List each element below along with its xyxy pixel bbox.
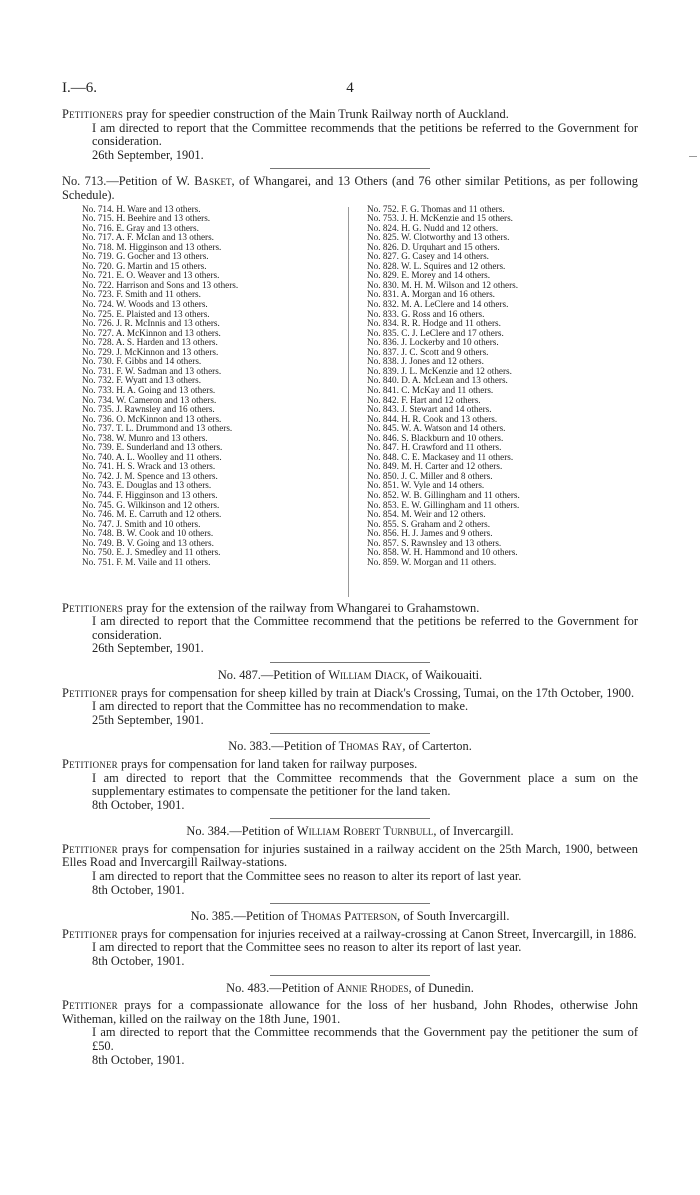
petition-heading: No. 383.—Petition of Thomas Ray, of Carterton. (228, 739, 472, 754)
schedule-entry-number: No. 832. (367, 299, 399, 310)
petition-report: I am directed to report that the Committee has no recommendation to make. (92, 699, 469, 714)
petition-report: I am directed to report that the Committee sees no reason to alter its report of last year. (92, 869, 522, 884)
petition-prayer: Petitioner prays for a compassionate allowance for the loss of her husband, John Rhodes, otherwise John Witheman, killed on the railway on the 18th June, 1901. (62, 998, 638, 1026)
schedule-entry-text: S. Blackburn and 10 others. (401, 432, 504, 443)
divider (270, 733, 430, 734)
schedule-entry-text: B. W. Cook and 10 others. (116, 528, 214, 539)
document-body (62, 108, 638, 1067)
schedule-entry-number: No. 836. (367, 337, 399, 348)
block2-date: 26th September, 1901. (92, 641, 204, 656)
schedule-entry-text: M. H. Carter and 12 others. (401, 461, 503, 472)
schedule-entry-number: No. 717. (82, 232, 114, 243)
page-header (62, 80, 638, 98)
petition-heading: No. 487.—Petition of William Diack, of Waikouaiti. (217, 667, 483, 682)
schedule-entry-number: No. 731. (82, 365, 114, 376)
schedule-entry-number: No. 830. (367, 279, 399, 290)
schedule-entry-text: M. Weir and 12 others. (401, 509, 486, 520)
schedule-entry-number: No. 827. (367, 251, 399, 262)
petitioner-name: Thomas Patterson (301, 909, 398, 924)
schedule-entry-text: J. L. McKenzie and 12 others. (401, 365, 512, 376)
schedule-entry-text: G. Gocher and 13 others. (116, 251, 209, 262)
block1-report: I am directed to report that the Committee recommends that the petitions be referred to the Government for consideration. (92, 120, 638, 149)
divider (270, 662, 430, 663)
schedule-entry-text: J. H. McKenzie and 15 others. (401, 213, 513, 224)
schedule-entry-number: No. 834. (367, 318, 399, 329)
schedule-entry-text: S. Rawnsley and 13 others. (401, 537, 502, 548)
schedule-entry-text: W. A. Watson and 14 others. (401, 423, 506, 434)
schedule-entry-text: W. B. Gillingham and 11 others. (401, 489, 520, 500)
petition-prayer: Petitioner prays for compensation for sheep killed by train at Diack's Crossing, Tumai, on the 17th October, 1900. (62, 685, 635, 700)
schedule-entry-text: A. McKinnon and 13 others. (115, 327, 221, 338)
schedule-entry-number: No. 753. (367, 213, 399, 224)
block2-prayer: Petitioners pray for the extension of the railway from Whangarei to Grahamstown. (62, 600, 480, 615)
schedule-entry-text: J. M. Spence and 13 others. (116, 470, 218, 481)
schedule-entry-number: No. 726. (82, 318, 114, 329)
document-reference: I.—6. (62, 80, 97, 96)
schedule-entry-text: C. McKay and 11 others. (401, 384, 494, 395)
schedule-entry-text: E. O. Weaver and 13 others. (116, 270, 220, 281)
petitioner-name: Thomas Ray (338, 739, 403, 754)
schedule-entry-text: H. A. Going and 13 others. (116, 384, 216, 395)
schedule-entry-number: No. 748. (82, 528, 114, 539)
schedule-entry-number: No. 741. (82, 461, 114, 472)
schedule-entry-number: No. 854. (367, 509, 399, 520)
schedule-entry-text: E. Plaisted and 13 others. (116, 308, 210, 319)
schedule-entry-text: T. L. Drummond and 13 others. (116, 423, 233, 434)
schedule-entry-number: No. 847. (367, 442, 399, 453)
schedule-entry-text: J. Rawnsley and 16 others. (116, 404, 215, 415)
schedule-entry-number: No. 848. (367, 451, 399, 462)
schedule-entry-number: No. 851. (367, 480, 399, 491)
schedule-entry-text: J. McKinnon and 13 others. (116, 346, 219, 357)
schedule-entry-number: No. 749. (82, 537, 114, 548)
petition-713-heading: No. 713.—Petition of W. Basket, of Whangarei, and 13 Others (and 76 other similar Petitions, as per following Schedule). (62, 174, 638, 202)
schedule-entry-text: J. Smith and 10 others. (116, 518, 201, 529)
schedule-entry-text: W. Woods and 13 others. (116, 299, 208, 310)
divider (270, 168, 430, 169)
schedule-entry-text: A. S. Harden and 13 others. (115, 337, 218, 348)
schedule-entry-number: No. 725. (82, 308, 114, 319)
schedule-entry-number: No. 856. (367, 528, 399, 539)
schedule-entry-number: No. 716. (82, 222, 114, 233)
schedule-entry-number: No. 742. (82, 470, 114, 481)
petitioner-name: Annie Rhodes (336, 980, 409, 995)
block1-prayer: Petitioners pray for speedier construction of the Main Trunk Railway north of Auckland. (62, 107, 509, 121)
schedule-entry-text: H. Beehire and 13 others. (116, 213, 211, 224)
schedule-entry-number: No. 724. (82, 299, 114, 310)
schedule-entry (367, 558, 637, 568)
page-number: 4 (346, 80, 354, 96)
petitioner-name: William Robert Turnbull (296, 824, 434, 839)
schedule-entry-text: J. Stewart and 14 others. (401, 404, 492, 415)
schedule-entry-number: No. 841. (367, 384, 399, 395)
schedule-entry-text: J. Lockerby and 10 others. (401, 337, 499, 348)
divider (270, 818, 430, 819)
schedule-entry-number: No. 853. (367, 499, 399, 510)
schedule-entry-text: W. Cameron and 13 others. (116, 394, 217, 405)
schedule-entry-number: No. 826. (367, 241, 399, 252)
schedule-entry-number: No. 751. (82, 556, 114, 567)
schedule-entry-text: G. Ross and 16 others. (401, 308, 485, 319)
schedule-entry-text: M. H. M. Wilson and 12 others. (401, 279, 519, 290)
schedule-entry-number: No. 838. (367, 356, 399, 367)
schedule-entry-number: No. 845. (367, 423, 399, 434)
schedule-entry-text: R. R. Hodge and 11 others. (401, 318, 501, 329)
schedule-entry-text: J. C. Scott and 9 others. (401, 346, 489, 357)
schedule-entry-number: No. 825. (367, 232, 399, 243)
schedule-entry-number: No. 744. (82, 489, 114, 500)
schedule-entry-text: F. Smith and 11 others. (116, 289, 201, 300)
schedule-entry-number: No. 859. (367, 556, 399, 567)
schedule-entry-text: G. Wilkinson and 12 others. (116, 499, 220, 510)
schedule-entry-text: H. S. Wrack and 13 others. (116, 461, 216, 472)
petition-date: 8th October, 1901. (92, 954, 185, 969)
schedule-entry-number: No. 740. (82, 451, 114, 462)
schedule-entry-text: J. Jones and 12 others. (401, 356, 484, 367)
petition-384 (62, 825, 638, 904)
schedule-entry-text: E. J. Smedley and 11 others. (116, 547, 221, 558)
schedule-entry-number: No. 833. (367, 308, 399, 319)
schedule-entry (82, 558, 352, 568)
petition-heading: No. 385.—Petition of Thomas Patterson, of South Invercargill. (190, 909, 510, 924)
schedule-entry-text: E. W. Gillingham and 11 others. (401, 499, 520, 510)
schedule-entry-text: D. A. McLean and 13 others. (401, 375, 508, 386)
schedule-entry-number: No. 745. (82, 499, 114, 510)
schedule-entry-number: No. 727. (82, 327, 114, 338)
schedule-entry-text: H. Crawford and 11 others. (401, 442, 502, 453)
schedule-entry-text: F. G. Thomas and 11 others. (401, 203, 505, 214)
schedule-entry-number: No. 752. (367, 203, 399, 214)
schedule-entry-number: No. 738. (82, 432, 114, 443)
schedule-entry-number: No. 714. (82, 203, 114, 214)
schedule-entry-number: No. 747. (82, 518, 114, 529)
schedule-entry-text: A. F. McIan and 13 others. (115, 232, 214, 243)
schedule-entry-text: W. Munro and 13 others. (116, 432, 208, 443)
schedule-entry-text: H. Ware and 13 others. (116, 203, 201, 214)
schedule-entry-text: W. Clotworthy and 13 others. (401, 232, 510, 243)
schedule-entry-number: No. 723. (82, 289, 114, 300)
schedule-entry-number: No. 721. (82, 270, 114, 281)
schedule-entry-number: No. 857. (367, 537, 399, 548)
petition-date: 8th October, 1901. (92, 1052, 185, 1067)
schedule-entry-number: No. 739. (82, 442, 114, 453)
schedule-entry-text: A. Morgan and 16 others. (400, 289, 495, 300)
schedule-entry-number: No. 835. (367, 327, 399, 338)
schedule-entry-number: No. 831. (367, 289, 399, 300)
schedule-entry-text: C. E. Mackasey and 11 others. (401, 451, 514, 462)
petition-report: I am directed to report that the Committee sees no reason to alter its report of last year. (92, 940, 522, 955)
petition-list (62, 669, 638, 1067)
schedule-entry-number: No. 743. (82, 480, 114, 491)
schedule-entry-number: No. 718. (82, 241, 114, 252)
schedule-entry-number: No. 737. (82, 423, 114, 434)
schedule-entry-text: E. Douglas and 13 others. (116, 480, 212, 491)
schedule-entry-text: F. Higginson and 13 others. (116, 489, 218, 500)
schedule-entry-text: B. V. Going and 13 others. (116, 537, 214, 548)
schedule-entry-number: No. 855. (367, 518, 399, 529)
divider (270, 975, 430, 976)
schedule-entry-number: No. 750. (82, 547, 114, 558)
schedule-entry-text: S. Graham and 2 others. (401, 518, 490, 529)
schedule-entry-number: No. 850. (367, 470, 399, 481)
schedule-entry-text: J. R. McInnis and 13 others. (116, 318, 220, 329)
petition-date: 8th October, 1901. (92, 797, 185, 812)
petition-date: 25th September, 1901. (92, 712, 204, 727)
schedule-entry-text: G. Martin and 15 others. (116, 260, 207, 271)
schedule-entry-number: No. 824. (367, 222, 399, 233)
schedule-entry-number: No. 839. (367, 365, 399, 376)
schedule-entry-text: H. R. Cook and 13 others. (401, 413, 498, 424)
schedule-entry-text: F. M. Vaile and 11 others. (116, 556, 211, 567)
schedule-entry-text: F. Gibbs and 14 others. (116, 356, 202, 367)
petition-schedule (62, 205, 638, 601)
petition-prayer: Petitioner prays for compensation for land taken for railway purposes. (62, 756, 418, 771)
schedule-entry-text: F. W. Sadman and 13 others. (116, 365, 222, 376)
schedule-entry-number: No. 844. (367, 413, 399, 424)
schedule-entry-text: J. C. Miller and 8 others. (401, 470, 493, 481)
petition-report: I am directed to report that the Committee recommends that the Government place a sum on the supplementary estimates to compensate the petitioner for the land taken. (92, 770, 638, 799)
petition-385 (62, 910, 638, 975)
schedule-entry-number: No. 729. (82, 346, 114, 357)
schedule-right-column (367, 205, 637, 568)
schedule-entry-text: E. Gray and 13 others. (116, 222, 199, 233)
schedule-entry-number: No. 722. (82, 279, 114, 290)
petition-date: 8th October, 1901. (92, 882, 185, 897)
schedule-entry-text: W. Vyle and 14 others. (401, 480, 485, 491)
block2-report: I am directed to report that the Committee recommend that the petitions be referred to the Government for consideration. (92, 614, 638, 642)
petitioner-name: William Diack (328, 667, 406, 682)
petition-heading: No. 384.—Petition of William Robert Turnbull, of Invercargill. (186, 824, 514, 839)
schedule-entry-number: No. 730. (82, 356, 114, 367)
petition-prayer: Petitioner prays for compensation for injuries received at a railway-crossing at Canon Street, Invercargill, in 1886. (62, 926, 637, 941)
petition-487 (62, 669, 638, 734)
schedule-entry-number: No. 837. (367, 346, 399, 357)
schedule-entry-number: No. 715. (82, 213, 114, 224)
petition-heading: No. 483.—Petition of Annie Rhodes, of Dunedin. (226, 980, 474, 995)
schedule-entry-text: Harrison and Sons and 13 others. (116, 279, 239, 290)
schedule-entry-text: E. Morey and 14 others. (401, 270, 490, 281)
schedule-entry-number: No. 852. (367, 489, 399, 500)
schedule-entry-number: No. 736. (82, 413, 114, 424)
schedule-entry-number: No. 840. (367, 375, 399, 386)
petition-383 (62, 740, 638, 819)
schedule-entry-text: W. H. Hammond and 10 others. (401, 547, 518, 558)
schedule-entry-number: No. 828. (367, 260, 399, 271)
schedule-entry-text: D. Urquhart and 15 others. (401, 241, 500, 252)
schedule-entry-number: No. 732. (82, 375, 114, 386)
schedule-entry-text: O. McKinnon and 13 others. (116, 413, 222, 424)
schedule-entry-number: No. 719. (82, 251, 114, 262)
schedule-entry-number: No. 746. (82, 509, 114, 520)
schedule-entry-number: No. 843. (367, 404, 399, 415)
schedule-entry-number: No. 733. (82, 384, 114, 395)
schedule-entry-text: F. Hart and 12 others. (401, 394, 481, 405)
margin-mark (689, 156, 697, 157)
schedule-entry-number: No. 842. (367, 394, 399, 405)
schedule-entry-number: No. 735. (82, 404, 114, 415)
schedule-entry-number: No. 728. (82, 337, 114, 348)
schedule-entry-number: No. 858. (367, 547, 399, 558)
schedule-entry-text: H. J. James and 9 others. (401, 528, 493, 539)
schedule-entry-text: C. J. LeClere and 17 others. (401, 327, 504, 338)
schedule-entry-number: No. 829. (367, 270, 399, 281)
petition-report: I am directed to report that the Committee recommends that the Government pay the petitioner the sum of £50. (92, 1025, 638, 1053)
divider (270, 903, 430, 904)
schedule-left-column (82, 205, 352, 568)
schedule-entry-text: G. Casey and 14 others. (401, 251, 489, 262)
schedule-entry-text: A. L. Woolley and 11 others. (115, 451, 222, 462)
column-divider (348, 207, 349, 597)
schedule-entry-number: No. 720. (82, 260, 114, 271)
schedule-entry-text: H. G. Nudd and 12 others. (401, 222, 499, 233)
schedule-entry-text: W. L. Squires and 12 others. (401, 260, 506, 271)
schedule-entry-text: F. Wyatt and 13 others. (116, 375, 201, 386)
schedule-entry-number: No. 734. (82, 394, 114, 405)
schedule-entry-number: No. 846. (367, 432, 399, 443)
block1-date: 26th September, 1901. (92, 147, 204, 162)
schedule-entry-text: W. Morgan and 11 others. (401, 556, 497, 567)
petition-483 (62, 982, 638, 1068)
petition-prayer: Petitioner prays for compensation for injuries sustained in a railway accident on the 25th March, 1900, between Elles Road and Invercargill Railway-stations. (62, 841, 638, 870)
schedule-entry-number: No. 849. (367, 461, 399, 472)
schedule-entry-text: M. Higginson and 13 others. (116, 241, 222, 252)
schedule-entry-text: M. A. LeClere and 14 others. (401, 299, 509, 310)
schedule-entry-text: M. E. Carruth and 12 others. (116, 509, 222, 520)
schedule-entry-text: E. Sunderland and 13 others. (116, 442, 223, 453)
